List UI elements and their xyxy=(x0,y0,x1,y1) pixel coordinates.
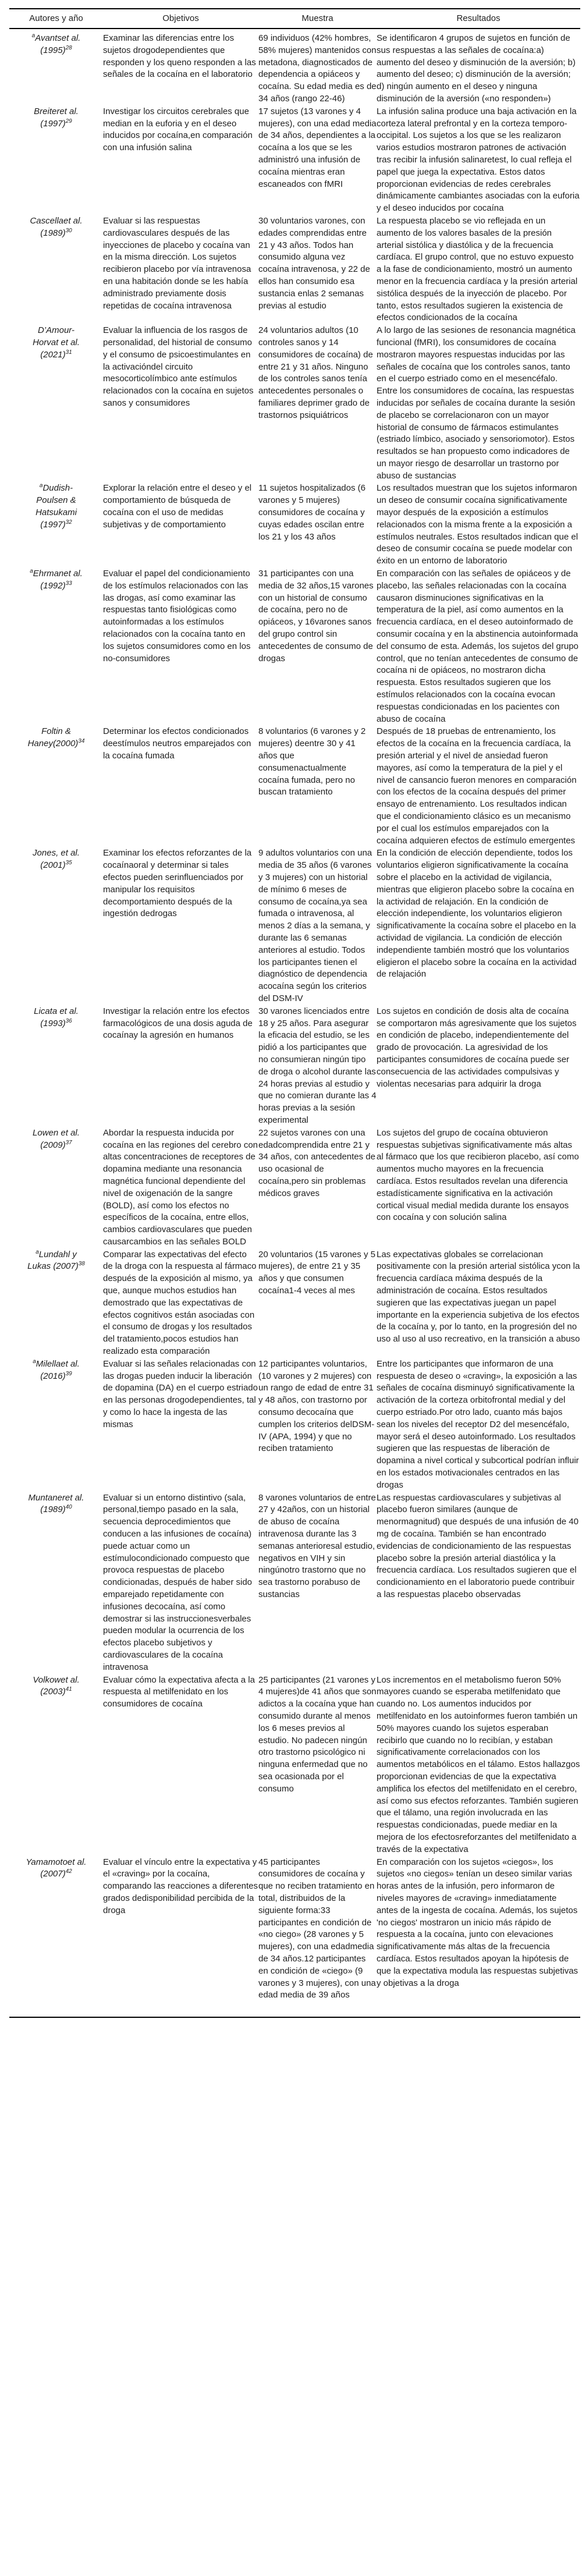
table-row xyxy=(9,1248,580,1358)
author-year: (1989) xyxy=(40,1505,66,1515)
objective-cell: Evaluar si un entorno distintivo (sala, personal,tiempo pasado en la sala, secuencia deprocedimientos que conducen a las infusiones de cocaína) puede actuar como un estímulocondicionado compuesto que provoca respuestas de placebo condicionadas, después de haber sido emparejado repetidamente con infusiones decocaína, así como demostrar si las instruccionesverbales pueden modular la ocurrencia de los efectos placebo subjetivos y cardiovasculares de la cocaína intravenosa xyxy=(103,1492,253,1672)
author-year: (2009) xyxy=(40,1140,66,1150)
sample-cell: 8 varones voluntarios de entre 27 y 42años, con un historial de abuso de cocaína intravenosa durante las 3 semanas anterioresal estudio, negativos en VIH y sin ningúnotro trastorno que no sea trastorno porabuso de sustancias xyxy=(258,1492,376,1599)
table-row xyxy=(9,1127,580,1248)
note-marker: a xyxy=(33,1358,36,1365)
author-name: Volkowet al. xyxy=(33,1674,80,1685)
sample-cell: 69 individuos (42% hombres, 58% mujeres) mantenidos con metadona, diagnosticados de dependencia a opiáceos y cocaína. Su edad media es de 34 años (rango 22-46) xyxy=(258,33,377,104)
author-year: (1992) xyxy=(40,580,66,591)
author-cell xyxy=(9,567,103,725)
results-cell: En comparación con las señales de opiáceos y de placebo, las señales relacionadas con la cocaína causaron disminuciones significativas en la temperatura de la piel, así como aumentos en la frecuencia cardíaca, en el deseo autoinformado de consumir cocaína y en la abstinencia autoinformada del consumo de esta. Además, los sujetos del grupo control, que no tenían antecedentes de consumo de cocaína ni de opiáceos, no mostraron dicha respuesta. Estos resultados sugieren que los estímulos relacionados con la cocaína evocan respuestas condicionadas en los pacientes con abuso de cocaína xyxy=(377,569,579,724)
reference-number: 36 xyxy=(65,1017,72,1024)
author-cell xyxy=(9,847,103,1005)
author-cell xyxy=(9,1674,103,1856)
reference-number: 41 xyxy=(65,1686,72,1693)
reference-number: 31 xyxy=(65,349,72,356)
results-cell: Entre los participantes que informaron de una respuesta de deseo o «craving», la exposición a las señales de cocaína disminuyó significativamente la activación de la corteza orbitofrontal medial y del cuerpo estriado.Por otro lado, cuanto más bajos sean los niveles del receptor D2 del mesencéfalo, mayor será el deseo autoinformado. Los resultados sugieren que las respuestas de liberación de dopamina a nivel cortical y subcortical podrían influir en los estados motivacionales centrados en las drogas xyxy=(377,1358,579,1490)
author-cell xyxy=(9,1358,103,1492)
reference-number: 32 xyxy=(65,519,72,526)
author-year: (2000) xyxy=(52,739,79,749)
table-row xyxy=(9,847,580,1005)
author-name: Jones, et al. xyxy=(33,848,80,858)
author-name: Licata et al. xyxy=(34,1006,79,1016)
author-name: Lowen et al. xyxy=(33,1127,80,1138)
author-name: Lundahl y Lukas xyxy=(27,1249,77,1272)
author-name: Muntaneret al. xyxy=(28,1492,84,1503)
author-name: Avantset al. xyxy=(35,33,81,43)
reference-number: 29 xyxy=(65,118,72,125)
author-year: (2007) xyxy=(40,1869,66,1879)
results-cell: Las expectativas globales se correlacionan positivamente con la presión arterial sistólica ycon la frecuencia cardíaca máxima después de la administración de cocaína. Estos resultados sugieren que las expectativas juegan un papel importante en la experiencia subjetiva de los efectos de la cocaína y, por lo tanto, en la progresión del no uso al uso al uso recreativo, en la transición a abuso xyxy=(377,1249,580,1344)
table-row xyxy=(9,1005,580,1127)
author-cell xyxy=(9,1492,103,1674)
table-row xyxy=(9,567,580,725)
author-year: (2007) xyxy=(53,1261,79,1272)
column-header-authors: Autores y año xyxy=(29,13,83,23)
results-cell: Los incrementos en el metabolismo fueron 50% mayores cuando se esperaba metilfenidato que cuando no. Los aumentos inducidos por metilfenidato en los autoinformes fueron también un 50% mayores cuando los sujetos esperaban recibirlo que cuando no lo recibían, y estaban significativamente correlacionados con los aumentos metabólicos en el tálamo. Estos hallazgos proporcionan evidencias de que la expectativa amplifica los efectos del metilfenidato en el cerebro, así como sus efectos reforzantes. También sugieren que el tálamo, una región involucrada en las respuestas condicionadas, puede mediar en la mejora de los efectosreforzantes del metilfenidato a través de la expectativa xyxy=(377,1674,580,1854)
reference-number: 37 xyxy=(65,1139,72,1146)
note-marker: a xyxy=(31,33,36,39)
objective-cell: Abordar la respuesta inducida por cocaína en las regiones del cerebro con altas concentraciones de receptores de dopamina mediante una resonancia magnética funcional dependiente del nivel de oxigenación de la sangre (BOLD), así como los efectos no específicos de la cocaína, entre ellos, cambios cardiovasculares que pueden causarcambios en las señales BOLD xyxy=(103,1127,258,1247)
objective-cell: Evaluar la influencia de los rasgos de personalidad, del historial de consumo y el consumo de psicoestimulantes en la activacióndel circuito mesocorticolímbico ante estímulos relacionados con la cocaína en sujetos sanos y consumidores xyxy=(103,325,254,408)
table-body xyxy=(9,29,580,2017)
sample-cell: 45 participantes consumidores de cocaína y que no reciben tratamiento en total, distribuidos de la siguiente forma:33 participantes en condición de «no ciego» (28 varones y 5 mujeres), con una edadmedia de 34 años.12 participantes en condición de «ciego» (9 varones y 3 mujeres), con una edad media de 39 años xyxy=(258,1857,376,2000)
results-cell: Los sujetos en condición de dosis alta de cocaína se comportaron más agresivamente que los sujetos en condición de placebo, independientemente del grado de provocación. La agresividad de los participantes consumidores de cocaína puede ser consecuencia de las actividades compulsivas y violentas necesarias para adquirir la droga xyxy=(377,1006,577,1089)
reference-number: 40 xyxy=(65,1504,72,1511)
results-cell: Los sujetos del grupo de cocaína obtuvieron respuestas subjetivas significativamente más altas al fármaco que los que recibieron placebo, así como aumentos mucho mayores en la frecuencia cardíaca. Estos resultados revelan una diferencia estadísticamente significativa en la activación cortical visual medial medida durante los ensayos con cocaína y con solución salina xyxy=(377,1127,579,1223)
reference-number: 35 xyxy=(65,860,72,867)
author-year: (2016) xyxy=(40,1371,66,1381)
note-marker: a xyxy=(30,568,33,575)
results-cell: A lo largo de las sesiones de resonancia magnética funcional (fMRI), los consumidores de cocaína mostraron mayores respuestas inducidas por las señales de cocaína que los controles sanos, tanto en el cuerpo estriado como en el mesencéfalo. Entre los consumidores de cocaína, las respuestas inducidas por señales de cocaína durante la sesión de placebo se correlacionaron con un mayor historial de consumo de fármacos estimulantes (estriado límbico, asociado y sensoriomotor). Estos resultados se han propuesto como indicadores de un mayor riesgo de desarrollar un trastorno por abuso de sustancias xyxy=(377,325,576,481)
table-row xyxy=(9,482,580,567)
author-cell xyxy=(9,1248,103,1358)
table-row xyxy=(9,105,580,215)
author-cell xyxy=(9,1005,103,1127)
reference-number: 38 xyxy=(78,1261,85,1268)
table-row xyxy=(9,215,580,324)
results-cell: La respuesta placebo se vio reflejada en un aumento de los valores basales de la presión arterial sistólica y diastólica y de la frecuencia cardíaca. El grupo control, que no estuvo expuesto a la fase de condicionamiento, mostró un aumento menor en la frecuencia cardíaca y la presión arterial sistólica después de la inyección de placebo. Por tanto, estos resultados sugieren la existencia de efectos condicionados de la cocaína xyxy=(377,215,578,323)
author-name: Milellaet al. xyxy=(36,1358,80,1369)
sample-cell: 8 voluntarios (6 varones y 2 mujeres) deentre 30 y 41 años que consumenactualmente cocaína fumada, pero no buscan tratamiento xyxy=(258,726,366,797)
author-year: (1989) xyxy=(40,228,66,238)
objective-cell: Evaluar si las respuestas cardiovasculares después de las inyecciones de placebo y cocaína van en la misma dirección. Los sujetos recibieron placebo por vía intravenosa en una habitación donde se les había administrado previamente dosis repetidas de cocaína intravenosa xyxy=(103,215,251,311)
sample-cell: 9 adultos voluntarios con una media de 35 años (6 varones y 3 mujeres) con un historial de mínimo 6 meses de consumo de cocaína,ya sea fumada o intravenosa, al menos 2 días a la semana, y durante las 6 semanas anteriores al estudio. Todos los participantes tienen el diagnóstico de dependencia acocaína según los criterios del DSM-IV xyxy=(258,848,372,1003)
table-row xyxy=(9,1856,580,2018)
author-cell xyxy=(9,1856,103,2018)
sample-cell: 24 voluntarios adultos (10 controles sanos y 14 consumidores de cocaína) de entre 21 y 31 años. Ninguno de los controles sanos tenía antecedentes personales o familiares deprimer grado de trastornos psiquiátricos xyxy=(258,325,373,420)
objective-cell: Evaluar el vínculo entre la expectativa y el «craving» por la cocaína, comparando las reacciones a diferentes grados dedisponibilidad percibida de la droga xyxy=(103,1857,258,1915)
author-name: Yamamotoet al. xyxy=(26,1857,87,1867)
column-header-sample: Muestra xyxy=(301,13,333,23)
sample-cell: 17 sujetos (13 varones y 4 mujeres), con una edad media de 34 años, dependientes a la cocaína a los que se les administró una infusión de cocaína mientras eran escaneados con fMRI xyxy=(258,106,377,189)
author-cell xyxy=(9,29,103,105)
sample-cell: 31 participantes con una media de 32 años,15 varones con un historial de consumo de cocaína, pero no de opiáceos, y 16varones sanos del grupo control sin antecedentes de consumo de drogas xyxy=(258,569,374,663)
author-name: Foltin & Haney xyxy=(27,726,71,749)
reference-number: 30 xyxy=(65,227,72,234)
column-header-results: Resultados xyxy=(456,13,501,23)
sample-cell: 11 sujetos hospitalizados (6 varones y 5 mujeres) consumidores de cocaína y cuyas edades oscilan entre los 21 y los 43 años xyxy=(258,483,365,542)
sample-cell: 12 participantes voluntarios, (10 varones y 2 mujeres) con un rango de edad de entre 31 y 48 años, con trastorno por consumo decocaína que cumplen los criterios delDSM-IV (APA, 1994) y que no reciben tratamiento xyxy=(258,1358,375,1454)
objective-cell: Comparar las expectativas del efecto de la droga con la respuesta al fármaco después de la exposición al mismo, ya que, aunque muchos estudios han demostrado que las expectativas de efectos cognitivos están asociadas con el consumo de drogas y los resultados del tratamiento,pocos estudios han realizado esta comparación xyxy=(103,1249,257,1357)
note-marker: a xyxy=(36,1248,39,1255)
author-name: D’Amour- Horvat et al. xyxy=(33,325,80,347)
author-year: (1997) xyxy=(40,118,66,129)
author-name: Dudish- Poulsen & Hatsukami xyxy=(36,483,77,518)
author-year: (1997) xyxy=(40,519,66,530)
author-name: Ehrmanet al. xyxy=(33,569,83,579)
author-year: (2021) xyxy=(40,349,66,360)
author-cell xyxy=(9,482,103,567)
author-cell xyxy=(9,105,103,215)
author-year: (2003) xyxy=(40,1687,66,1697)
note-marker: a xyxy=(39,482,43,489)
studies-table xyxy=(9,8,580,2018)
table-row xyxy=(9,725,580,847)
table-row xyxy=(9,1358,580,1492)
sample-cell: 22 sujetos varones con una edadcomprendida entre 21 y 34 años, con antecedentes de uso ocasional de cocaína,pero sin problemas médicos graves xyxy=(258,1127,375,1198)
objective-cell: Examinar las diferencias entre los sujetos drogodependientes que responden y los queno responden a las señales de la cocaína en el laboratorio xyxy=(103,33,256,80)
results-cell: Se identificaron 4 grupos de sujetos en función de sus respuestas a las señales de cocaína:a) aumento del deseo y disminución de la aversión; b) aumento del deseo; c) disminución de la aversión; d) ningún aumento en el deseo y ninguna disminución de la aversión («no responden») xyxy=(377,33,576,104)
objective-cell: Determinar los efectos condicionados deestímulos neutros emparejados con la cocaína fumada xyxy=(103,726,251,761)
results-cell: Los resultados muestran que los sujetos informaron un deseo de consumir cocaína significativamente mayor después de la exposición a estímulos relacionados con la misma frente a la exposición a estímulos neutrales. Estos resultados indican que el deseo de consumir cocaína se puede modelar con éxito en un entorno de laboratorio xyxy=(377,483,579,566)
objective-cell: Investigar la relación entre los efectos farmacológicos de una dosis aguda de cocaínay la agresión en humanos xyxy=(103,1006,253,1041)
author-cell xyxy=(9,1127,103,1248)
results-cell: En la condición de elección dependiente, todos los voluntarios eligieron significativamente la cocaína sobre el placebo en la actividad de vigilancia, mientras que eligieron placebo sobre la cocaína en la actividad de relajación. En la condición de elección independiente, los voluntarios eligieron significativamente la cocaína sobre el placebo en la actividad de vigilancia. La condición de elección independiente también mostró que los voluntarios eligieron el placebo sobre la cocaína en la actividad de relajación xyxy=(377,848,577,980)
table-row xyxy=(9,1492,580,1674)
column-header-objectives: Objetivos xyxy=(162,13,199,23)
reference-number: 42 xyxy=(65,1868,72,1875)
author-cell xyxy=(9,324,103,482)
author-cell xyxy=(9,215,103,324)
sample-cell: 20 voluntarios (15 varones y 5 mujeres), de entre 21 y 35 años y que consumen cocaína1-4 veces al mes xyxy=(258,1249,375,1296)
table-row xyxy=(9,1674,580,1856)
reference-number: 33 xyxy=(65,580,72,587)
author-year: (2001) xyxy=(40,860,66,871)
objective-cell: Evaluar cómo la expectativa afecta a la respuesta al metilfenidato en los consumidores de cocaína xyxy=(103,1674,255,1709)
author-year: (1993) xyxy=(40,1018,66,1028)
author-name: Cascellaet al. xyxy=(30,215,83,226)
author-year: (1995) xyxy=(40,45,66,55)
author-cell xyxy=(9,725,103,847)
objective-cell: Examinar los efectos reforzantes de la cocaínaoral y determinar si tales efectos pueden serinfluenciados por manipular los requisitos decomportamiento después de la ingestión dedrogas xyxy=(103,848,252,919)
table-header-row xyxy=(9,9,580,29)
reference-number: 28 xyxy=(65,44,72,51)
objective-cell: Investigar los circuitos cerebrales que median en la euforia y en el deseo inducidos por cocaína,en comparación con una infusión salina xyxy=(103,106,253,153)
reference-number: 39 xyxy=(65,1370,72,1377)
results-cell: Después de 18 pruebas de entrenamiento, los efectos de la cocaína en la frecuencia cardíaca, la presión arterial y el nivel de ansiedad fueron mayores, así como la temperatura de la piel y el nivel de cansancio fueron menores en comparación con los efectos de la cocaína después del primer ensayo de entrenamiento. Los resultados indican que el condicionamiento clásico es un mecanismo por el cual los estímulos emparejados con la cocaína adquieren efectos de estímulo emergentes xyxy=(377,726,577,846)
results-cell: Las respuestas cardiovasculares y subjetivas al placebo fueron similares (aunque de menormagnitud) que después de una infusión de 40 mg de cocaína. También se han encontrado evidencias de condicionamiento de las respuestas placebo sobre la presión arterial diastólica y la frecuencia cardíaca. Los resultados sugieren que el condicionamiento en el laboratorio puede contribuir a las respuestas placebo observadas xyxy=(377,1492,579,1599)
reference-number: 34 xyxy=(78,738,85,745)
objective-cell: Evaluar el papel del condicionamiento de los estímulos relacionados con las las drogas, así como examinar las respuestas tanto fisiológicas como autoinformadas a los estímulos relacionados con la cocaína tanto en los sujetos consumidores como en los no-consumidores xyxy=(103,569,251,663)
table-row xyxy=(9,29,580,105)
sample-cell: 25 participantes (21 varones y 4 mujeres)de 41 años que son adictos a la cocaína yque han consumido durante al menos los 6 meses previos al estudio. No padecen ningún otro trastorno psicológico ni ninguna enfermedad que no sea ocasionada por el consumo xyxy=(258,1674,377,1794)
sample-cell: 30 voluntarios varones, con edades comprendidas entre 21 y 43 años. Todos han consumido alguna vez cocaína intravenosa, y 22 de ellos han consumido esa sustancia enlas 2 semanas previas al estudio xyxy=(258,215,370,311)
results-cell: En comparación con los sujetos «ciegos», los sujetos «no ciegos» tenían un deseo similar varias horas antes de la infusión, pero informaron de niveles mayores de «craving» inmediatamente antes de la ingesta de cocaína. Además, los sujetos 'no ciegos' mostraron un inicio más rápido de respuesta a la cocaína, junto con elevaciones significativamente más altas de la frecuencia cardíaca. Estos resultados apoyan la hipótesis de que la expectativa modula las respuestas subjetivas y objetivas a la droga xyxy=(377,1857,579,1988)
results-cell: La infusión salina produce una baja activación en la corteza lateral prefrontal y en la corteza temporo-occipital. Los sujetos a los que se les realizaron varios estudios mostraron patrones de activación tras recibir la infusión salinaretest, lo cual refleja el papel que juega la expectativa. Estos datos proporcionan evidencias de redes cerebrales dinámicamente cambiantes asociadas con la euforia y el deseo inducidos por cocaína xyxy=(377,106,580,214)
sample-cell: 30 varones licenciados entre 18 y 25 años. Para asegurar la eficacia del estudio, se les pidió a los participantes que no consumieran ningún tipo de droga o alcohol durante las 24 horas previas al estudio y que no comieran durante las 4 horas previas a la sesión experimental xyxy=(258,1006,377,1125)
objective-cell: Evaluar si las señales relacionadas con las drogas pueden inducir la liberación de dopamina (DA) en el cuerpo estriado en las personas drogodependientes, tal y como lo hace la ingesta de las mismas xyxy=(103,1358,258,1429)
author-name: Breiteret al. xyxy=(34,106,79,116)
table-row xyxy=(9,324,580,482)
objective-cell: Explorar la relación entre el deseo y el comportamiento de búsqueda de cocaína con el uso de medidas subjetivas y de comportamiento xyxy=(103,483,252,530)
